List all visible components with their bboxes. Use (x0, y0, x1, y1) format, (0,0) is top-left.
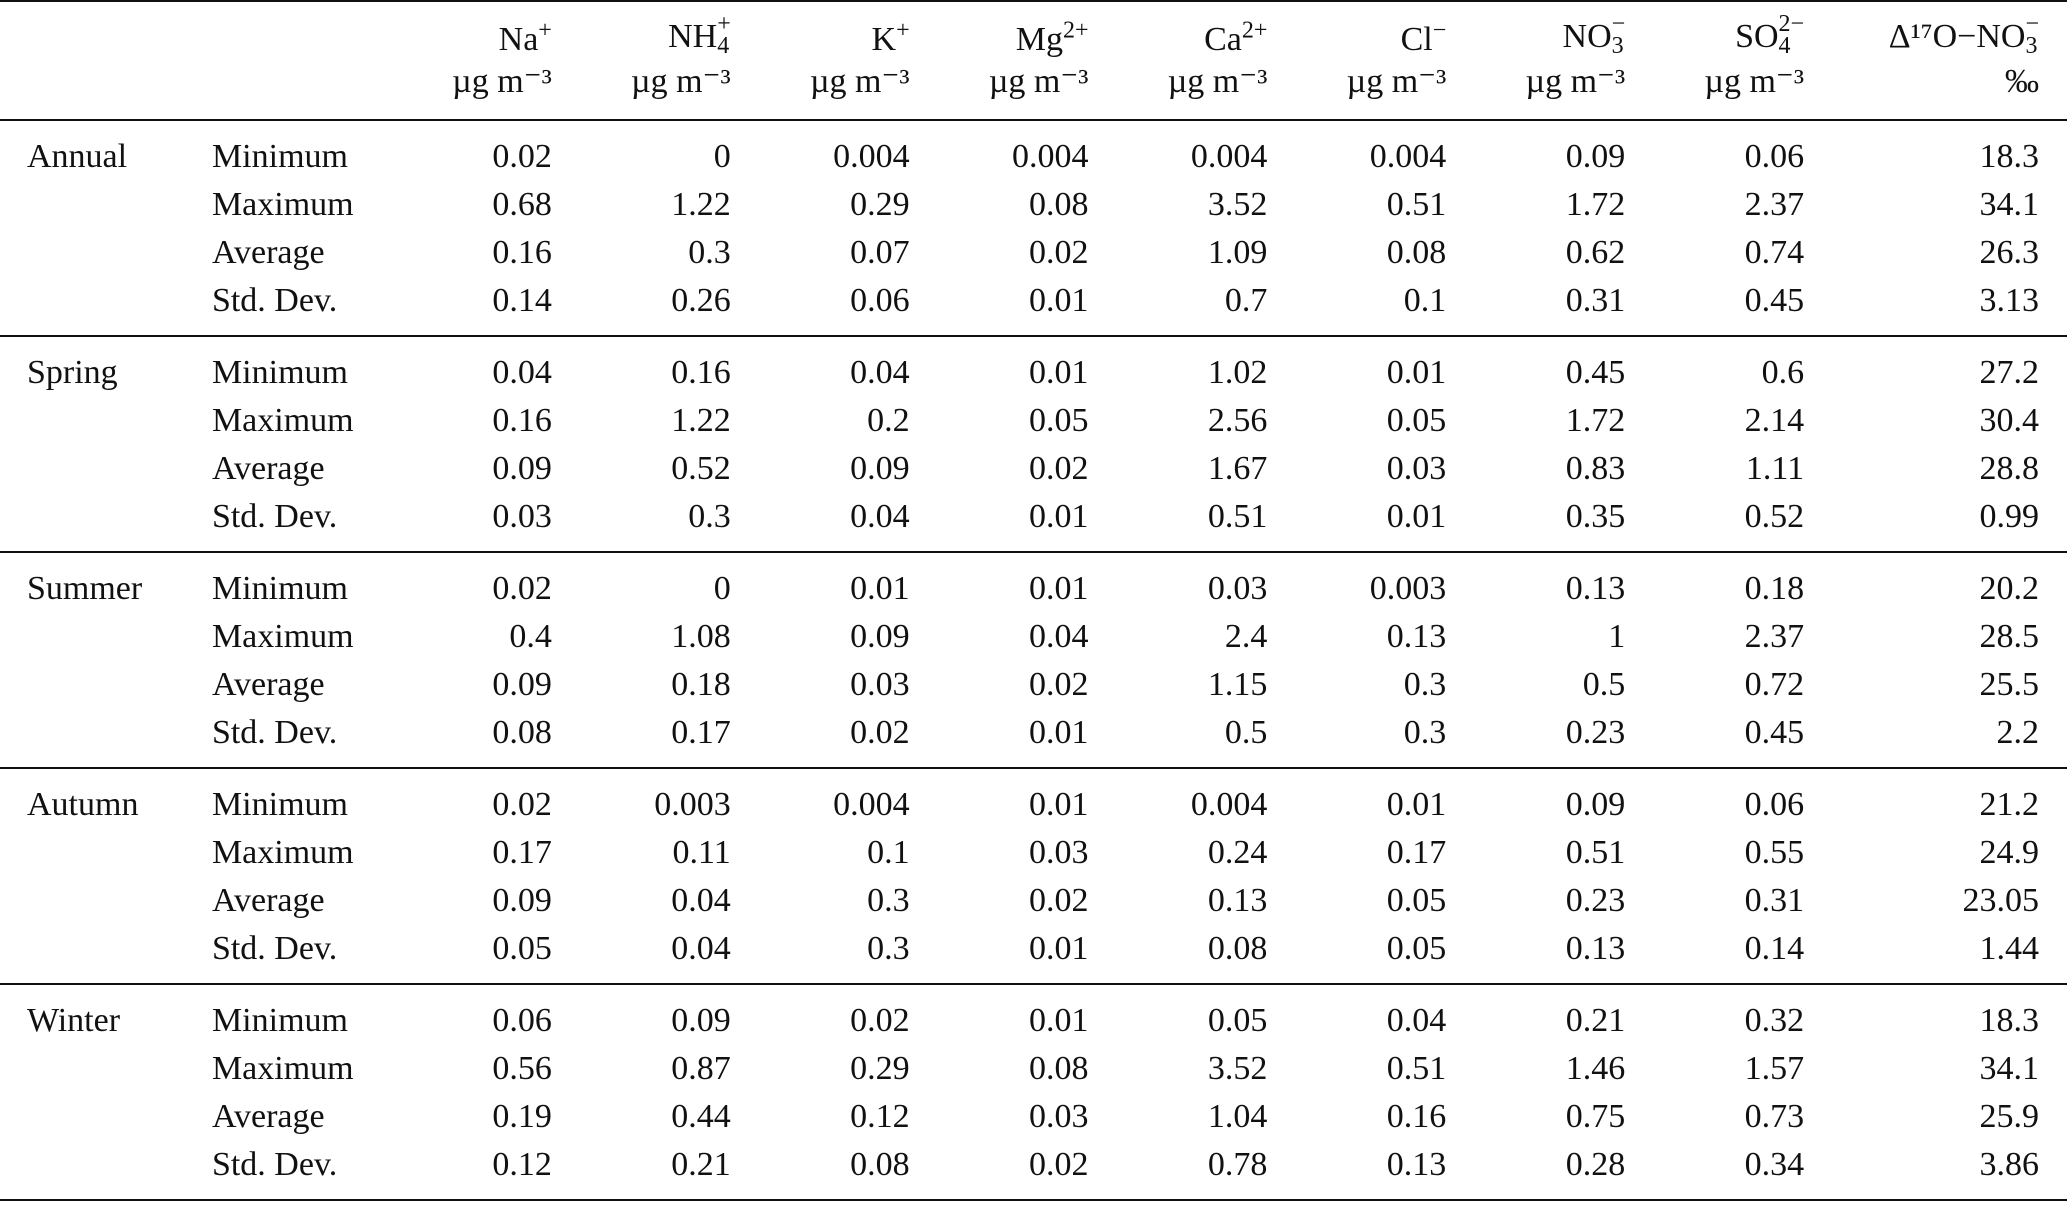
season-cell-empty (0, 445, 185, 493)
value-cell-mg: 0.01 (1029, 1002, 1089, 1040)
value-cell-so4: 0.32 (1744, 1002, 1805, 1040)
season-cell-empty (0, 1141, 185, 1200)
value-cell-na: 0.14 (373, 277, 552, 336)
column-header-cl (1267, 1, 1446, 120)
value-cell-so4: 0.72 (1744, 666, 1805, 704)
value-cell-no3: 0.5 (1582, 666, 1626, 704)
statistic-label: Maximum (211, 834, 354, 872)
value-cell-k: 0.07 (850, 234, 910, 272)
column-ion-k (731, 19, 910, 61)
value-cell-mg: 0.01 (1029, 570, 1089, 608)
column-header-na (373, 1, 552, 120)
value-cell-cl: 0.3 (1403, 666, 1447, 704)
table-row (0, 493, 2067, 552)
value-cell-ca: 0.5 (1089, 709, 1268, 768)
value-cell-mg: 0.05 (1029, 402, 1089, 440)
value-cell-na: 0.12 (373, 1141, 552, 1200)
value-cell-k: 0.29 (850, 186, 910, 224)
table-row (0, 229, 2067, 277)
column-unit-ca: µg m⁻³ (1167, 63, 1268, 101)
value-cell-k: 0.08 (731, 1141, 910, 1200)
value-cell-nh4: 0.17 (552, 709, 731, 768)
season-label: Spring (27, 354, 118, 392)
value-cell-d17o: 1.44 (1804, 925, 2067, 984)
value-cell-cl: 0.03 (1386, 450, 1447, 488)
value-cell-na: 0.16 (492, 234, 552, 272)
column-header-ca (1089, 1, 1268, 120)
ion-base: K (871, 21, 897, 59)
value-cell-mg: 0.01 (910, 493, 1089, 552)
season-cell-empty (0, 613, 185, 661)
value-cell-cl: 0.08 (1386, 234, 1447, 272)
column-ion-na (373, 19, 552, 61)
value-cell-k: 0.3 (731, 925, 910, 984)
value-cell-nh4: 0.09 (671, 1002, 731, 1040)
statistic-label: Average (211, 666, 325, 704)
ion-subscript: 3 (1611, 33, 1624, 60)
table-row (0, 877, 2067, 925)
value-cell-no3: 0.23 (1565, 882, 1626, 920)
value-cell-ca: 0.51 (1089, 493, 1268, 552)
ion-base: Cl (1400, 21, 1433, 59)
statistic-label: Std. Dev. (185, 1141, 373, 1200)
value-cell-ca: 3.52 (1207, 1050, 1268, 1088)
statistic-label: Average (211, 234, 325, 272)
value-cell-cl: 0.003 (1369, 570, 1447, 608)
value-cell-nh4: 0 (713, 570, 731, 608)
value-cell-no3: 0.51 (1565, 834, 1626, 872)
value-cell-na: 0.05 (373, 925, 552, 984)
value-cell-so4: 0.45 (1625, 709, 1804, 768)
value-cell-cl: 0.13 (1267, 1141, 1446, 1200)
ion-base: Δ¹⁷O−NO (1888, 18, 2026, 55)
value-cell-d17o: 25.5 (1979, 666, 2039, 704)
value-cell-ca: 3.52 (1207, 186, 1268, 224)
statistic-label: Std. Dev. (185, 277, 373, 336)
value-cell-k: 0.12 (850, 1098, 910, 1136)
table-row (0, 613, 2067, 661)
statistic-label: Maximum (211, 402, 354, 440)
value-cell-na: 0.02 (492, 570, 552, 608)
value-cell-mg: 0.02 (1029, 450, 1089, 488)
ion-charge: + (717, 11, 731, 38)
column-unit-na: µg m⁻³ (452, 63, 552, 101)
season-cell-empty (0, 277, 185, 336)
ion-base: Na (498, 21, 539, 59)
value-cell-no3: 0.21 (1565, 1002, 1626, 1040)
season-label: Winter (27, 1002, 121, 1040)
value-cell-mg: 0.01 (910, 709, 1089, 768)
value-cell-na: 0.02 (492, 138, 552, 176)
value-cell-ca: 2.4 (1224, 618, 1268, 656)
value-cell-so4: 0.34 (1625, 1141, 1804, 1200)
value-cell-cl: 0.16 (1386, 1098, 1447, 1136)
value-cell-no3: 1.72 (1565, 186, 1626, 224)
value-cell-na: 0.09 (492, 450, 552, 488)
value-cell-so4: 0.06 (1744, 786, 1805, 824)
season-cell-empty (0, 229, 185, 277)
value-cell-no3: 0.23 (1446, 709, 1625, 768)
ion-base: NH (668, 18, 718, 55)
column-header-d17o (1804, 1, 2067, 120)
value-cell-d17o: 27.2 (1979, 354, 2039, 392)
statistic-label: Std. Dev. (185, 925, 373, 984)
value-cell-ca: 2.56 (1207, 402, 1268, 440)
value-cell-cl: 0.17 (1386, 834, 1447, 872)
value-cell-nh4: 0.003 (654, 786, 731, 824)
statistic-label: Std. Dev. (185, 709, 373, 768)
value-cell-mg: 0.02 (1029, 234, 1089, 272)
value-cell-nh4: 0.87 (671, 1050, 731, 1088)
value-cell-d17o: 3.13 (1804, 277, 2067, 336)
table-row (0, 768, 2067, 829)
statistic-label: Minimum (211, 786, 348, 824)
value-cell-nh4: 0.3 (552, 493, 731, 552)
season-cell-empty (0, 1093, 185, 1141)
table-row (0, 661, 2067, 709)
value-cell-d17o: 2.2 (1804, 709, 2067, 768)
value-cell-mg: 0.08 (1029, 1050, 1089, 1088)
column-header-so4 (1625, 1, 1804, 120)
value-cell-cl: 0.51 (1386, 186, 1447, 224)
season-cell-empty (0, 877, 185, 925)
value-cell-d17o: 26.3 (1979, 234, 2039, 272)
value-cell-nh4: 0.44 (671, 1098, 731, 1136)
value-cell-d17o: 28.8 (1979, 450, 2039, 488)
value-cell-so4: 2.37 (1744, 618, 1805, 656)
ion-charge: 2+ (1062, 17, 1089, 44)
value-cell-so4: 0.31 (1744, 882, 1805, 920)
season-cell-empty (0, 493, 185, 552)
ion-charge-stack (1611, 11, 1626, 60)
value-cell-cl: 0.13 (1386, 618, 1447, 656)
table-row (0, 1141, 2067, 1200)
table-row (0, 1093, 2067, 1141)
column-unit-no3: µg m⁻³ (1525, 63, 1626, 101)
value-cell-mg: 0.04 (1029, 618, 1089, 656)
column-unit-k: µg m⁻³ (809, 63, 910, 101)
value-cell-ca: 1.15 (1207, 666, 1268, 704)
value-cell-na: 0.02 (492, 786, 552, 824)
statistic-label: Maximum (211, 186, 354, 224)
ion-base: SO (1735, 18, 1779, 55)
value-cell-no3: 1.72 (1565, 402, 1626, 440)
value-cell-nh4: 0.21 (552, 1141, 731, 1200)
statistic-label: Minimum (211, 1002, 348, 1040)
value-cell-ca: 0.7 (1089, 277, 1268, 336)
value-cell-mg: 0.03 (1029, 834, 1089, 872)
table-row (0, 1045, 2067, 1093)
value-cell-d17o: 3.86 (1804, 1141, 2067, 1200)
value-cell-k: 0.2 (867, 402, 910, 440)
value-cell-no3: 0.75 (1565, 1098, 1626, 1136)
value-cell-no3: 1.46 (1565, 1050, 1626, 1088)
value-cell-k: 0.04 (731, 493, 910, 552)
value-cell-cl: 0.05 (1267, 925, 1446, 984)
value-cell-mg: 0.02 (910, 1141, 1089, 1200)
value-cell-nh4: 0.11 (672, 834, 731, 872)
value-cell-ca: 1.09 (1207, 234, 1268, 272)
value-cell-na: 0.09 (492, 666, 552, 704)
ion-base: NO (1562, 18, 1612, 55)
ion-charge: − (1432, 17, 1447, 44)
ion-charge: + (538, 17, 552, 44)
value-cell-nh4: 0 (713, 138, 731, 176)
value-cell-na: 0.4 (509, 618, 552, 656)
value-cell-na: 0.68 (492, 186, 552, 224)
statistic-label: Minimum (211, 570, 348, 608)
value-cell-so4: 0.6 (1761, 354, 1805, 392)
value-cell-nh4: 0.04 (552, 925, 731, 984)
column-ion-ca (1089, 19, 1268, 61)
value-cell-d17o: 34.1 (1979, 186, 2039, 224)
value-cell-d17o: 18.3 (1979, 1002, 2039, 1040)
column-unit-d17o: ‰ (2005, 63, 2039, 101)
statistic-label: Minimum (211, 354, 348, 392)
value-cell-k: 0.29 (850, 1050, 910, 1088)
column-unit-so4: µg m⁻³ (1704, 63, 1805, 101)
ion-charge: 2+ (1241, 17, 1268, 44)
column-ion-no3 (1446, 11, 1626, 61)
value-cell-nh4: 0.16 (671, 354, 731, 392)
value-cell-so4: 0.45 (1625, 277, 1804, 336)
value-cell-no3: 0.83 (1565, 450, 1626, 488)
value-cell-d17o: 23.05 (1962, 882, 2039, 920)
value-cell-ca: 0.004 (1190, 786, 1268, 824)
table-body (0, 120, 2067, 1200)
season-label: Autumn (27, 786, 139, 824)
value-cell-cl: 0.04 (1386, 1002, 1447, 1040)
table-row (0, 925, 2067, 984)
column-ion-d17o (1804, 11, 2039, 61)
value-cell-mg: 0.02 (1029, 666, 1089, 704)
value-cell-d17o: 25.9 (1979, 1098, 2039, 1136)
value-cell-ca: 0.03 (1207, 570, 1268, 608)
column-unit-cl: µg m⁻³ (1346, 63, 1447, 101)
value-cell-nh4: 0.52 (671, 450, 731, 488)
season-label: Summer (27, 570, 143, 608)
value-cell-cl: 0.51 (1386, 1050, 1447, 1088)
value-cell-ca: 0.13 (1207, 882, 1268, 920)
season-cell-empty (0, 709, 185, 768)
table-row (0, 829, 2067, 877)
value-cell-ca: 1.04 (1207, 1098, 1268, 1136)
header-row (0, 1, 2067, 120)
ion-charge: − (2025, 11, 2039, 38)
value-cell-so4: 2.37 (1744, 186, 1805, 224)
value-cell-d17o: 28.5 (1979, 618, 2039, 656)
value-cell-ca: 1.67 (1207, 450, 1268, 488)
value-cell-mg: 0.01 (910, 925, 1089, 984)
value-cell-k: 0.01 (850, 570, 910, 608)
ion-subscript: 3 (2025, 33, 2038, 60)
value-cell-mg: 0.01 (1029, 354, 1089, 392)
value-cell-cl: 0.3 (1267, 709, 1446, 768)
value-cell-cl: 0.05 (1386, 402, 1447, 440)
value-cell-cl: 0.1 (1267, 277, 1446, 336)
value-cell-so4: 0.18 (1744, 570, 1805, 608)
value-cell-k: 0.09 (850, 618, 910, 656)
column-header-mg (910, 1, 1089, 120)
ion-charge-stack (2025, 11, 2039, 60)
value-cell-cl: 0.01 (1267, 493, 1446, 552)
column-header-nh4 (552, 1, 731, 120)
value-cell-na: 0.19 (492, 1098, 552, 1136)
value-cell-nh4: 1.08 (671, 618, 731, 656)
value-cell-no3: 1 (1608, 618, 1626, 656)
column-header-no3 (1446, 1, 1625, 120)
table-row (0, 397, 2067, 445)
value-cell-no3: 0.28 (1446, 1141, 1625, 1200)
statistic-label: Average (211, 1098, 325, 1136)
season-cell-empty (0, 1045, 185, 1093)
table-header (0, 1, 2067, 120)
column-unit-nh4: µg m⁻³ (631, 63, 731, 101)
value-cell-mg: 0.01 (910, 277, 1089, 336)
value-cell-cl: 0.004 (1369, 138, 1447, 176)
column-ion-mg (910, 19, 1089, 61)
table-row (0, 984, 2067, 1045)
value-cell-k: 0.04 (850, 354, 910, 392)
value-cell-mg: 0.02 (1029, 882, 1089, 920)
value-cell-mg: 0.004 (1012, 138, 1089, 176)
value-cell-d17o: 30.4 (1979, 402, 2039, 440)
value-cell-so4: 2.14 (1744, 402, 1805, 440)
value-cell-nh4: 1.22 (671, 186, 731, 224)
value-cell-so4: 0.14 (1625, 925, 1804, 984)
ion-base: Mg (1015, 21, 1063, 59)
ion-charge: + (896, 17, 910, 44)
value-cell-no3: 0.13 (1565, 570, 1626, 608)
value-cell-no3: 0.45 (1565, 354, 1626, 392)
value-cell-cl: 0.05 (1386, 882, 1447, 920)
value-cell-na: 0.17 (492, 834, 552, 872)
table-row (0, 181, 2067, 229)
season-cell-empty (0, 829, 185, 877)
value-cell-d17o: 34.1 (1979, 1050, 2039, 1088)
value-cell-mg: 0.03 (1029, 1098, 1089, 1136)
value-cell-na: 0.16 (492, 402, 552, 440)
header-blank-stat (185, 1, 373, 120)
season-cell-empty (0, 661, 185, 709)
value-cell-so4: 0.55 (1744, 834, 1805, 872)
table-row (0, 120, 2067, 181)
season-cell-empty (0, 925, 185, 984)
statistic-label: Average (211, 450, 325, 488)
value-cell-d17o: 0.99 (1804, 493, 2067, 552)
column-header-k (731, 1, 910, 120)
value-cell-na: 0.56 (492, 1050, 552, 1088)
value-cell-so4: 0.52 (1625, 493, 1804, 552)
value-cell-nh4: 1.22 (671, 402, 731, 440)
value-cell-ca: 0.05 (1207, 1002, 1268, 1040)
value-cell-so4: 1.57 (1744, 1050, 1805, 1088)
value-cell-na: 0.03 (373, 493, 552, 552)
value-cell-na: 0.08 (373, 709, 552, 768)
statistic-label: Maximum (211, 1050, 354, 1088)
value-cell-k: 0.03 (850, 666, 910, 704)
value-cell-ca: 0.78 (1089, 1141, 1268, 1200)
value-cell-d17o: 18.3 (1979, 138, 2039, 176)
column-unit-mg: µg m⁻³ (988, 63, 1089, 101)
season-label: Annual (27, 138, 128, 176)
column-ion-nh4 (552, 11, 731, 61)
ion-charge: 2− (1778, 11, 1805, 38)
value-cell-ca: 0.004 (1190, 138, 1268, 176)
value-cell-na: 0.04 (492, 354, 552, 392)
statistic-label: Std. Dev. (185, 493, 373, 552)
statistic-label: Average (211, 882, 325, 920)
statistic-label: Maximum (211, 618, 354, 656)
value-cell-ca: 0.24 (1207, 834, 1268, 872)
value-cell-nh4: 0.18 (671, 666, 731, 704)
table-row (0, 709, 2067, 768)
ion-charge-stack (717, 11, 731, 60)
value-cell-k: 0.02 (731, 709, 910, 768)
value-cell-no3: 0.13 (1446, 925, 1625, 984)
value-cell-nh4: 0.26 (552, 277, 731, 336)
value-cell-no3: 0.35 (1446, 493, 1625, 552)
value-cell-k: 0.004 (833, 138, 910, 176)
header-blank-season (0, 1, 185, 120)
ion-base: Ca (1204, 21, 1242, 59)
value-cell-nh4: 0.3 (688, 234, 731, 272)
value-cell-k: 0.1 (867, 834, 910, 872)
value-cell-so4: 0.73 (1744, 1098, 1805, 1136)
value-cell-d17o: 21.2 (1979, 786, 2039, 824)
value-cell-na: 0.06 (492, 1002, 552, 1040)
value-cell-so4: 0.74 (1744, 234, 1805, 272)
ion-subscript: 4 (717, 33, 730, 60)
value-cell-no3: 0.31 (1446, 277, 1625, 336)
column-ion-cl (1267, 19, 1446, 61)
value-cell-k: 0.02 (850, 1002, 910, 1040)
table-row (0, 277, 2067, 336)
value-cell-k: 0.3 (867, 882, 910, 920)
table-row (0, 445, 2067, 493)
value-cell-no3: 0.09 (1565, 138, 1626, 176)
value-cell-na: 0.09 (492, 882, 552, 920)
value-cell-d17o: 20.2 (1979, 570, 2039, 608)
value-cell-d17o: 24.9 (1979, 834, 2039, 872)
ion-subscript: 4 (1778, 33, 1791, 60)
value-cell-cl: 0.01 (1386, 354, 1447, 392)
table-row (0, 552, 2067, 613)
table-row (0, 336, 2067, 397)
column-ion-so4 (1625, 11, 1805, 61)
value-cell-k: 0.09 (850, 450, 910, 488)
value-cell-so4: 1.11 (1745, 450, 1805, 488)
value-cell-mg: 0.08 (1029, 186, 1089, 224)
value-cell-no3: 0.09 (1565, 786, 1626, 824)
value-cell-ca: 0.08 (1089, 925, 1268, 984)
value-cell-nh4: 0.04 (671, 882, 731, 920)
value-cell-mg: 0.01 (1029, 786, 1089, 824)
value-cell-k: 0.06 (731, 277, 910, 336)
value-cell-ca: 1.02 (1207, 354, 1268, 392)
value-cell-k: 0.004 (833, 786, 910, 824)
statistic-label: Minimum (211, 138, 348, 176)
season-cell-empty (0, 397, 185, 445)
ion-charge: − (1611, 11, 1626, 38)
value-cell-cl: 0.01 (1386, 786, 1447, 824)
value-cell-so4: 0.06 (1744, 138, 1805, 176)
ion-charge-stack (1778, 11, 1805, 60)
season-cell-empty (0, 181, 185, 229)
value-cell-no3: 0.62 (1565, 234, 1626, 272)
